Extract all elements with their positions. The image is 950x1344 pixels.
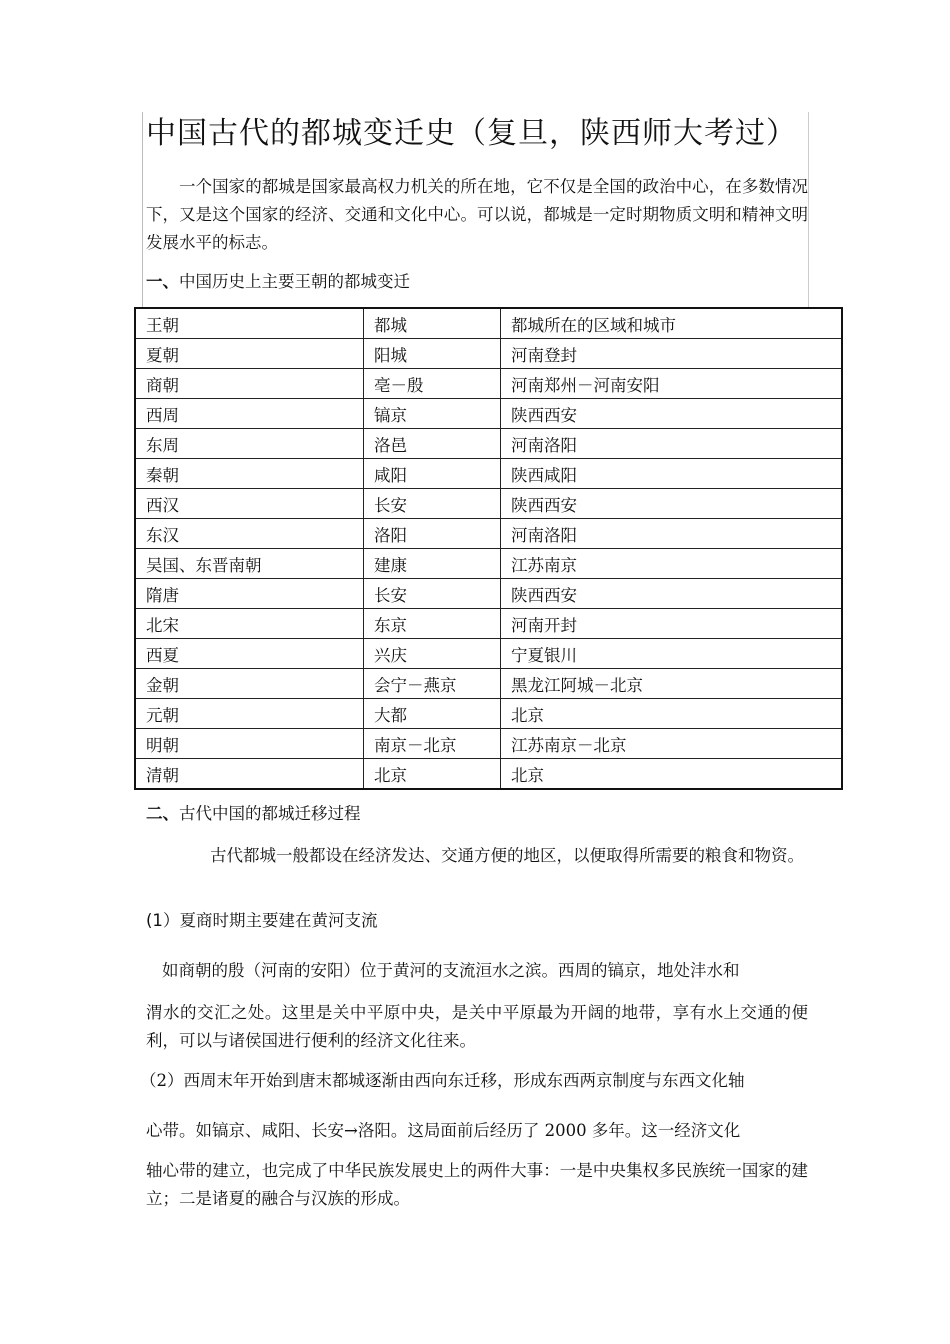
cell-capital: 东京	[364, 609, 501, 639]
cell-dynasty: 西周	[135, 399, 364, 429]
table-row	[135, 549, 842, 579]
cell-dynasty: 东汉	[135, 519, 364, 549]
paragraph-capital-location: 古代都城一般都设在经济发达、交通方便的地区，以便取得所需要的粮食和物资。	[210, 846, 804, 865]
cell-dynasty: 元朝	[135, 699, 364, 729]
cell-capital: 南京－北京	[364, 729, 501, 759]
table-row	[135, 459, 842, 489]
section-1-number: 一、	[146, 272, 179, 291]
cell-region: 河南洛阳	[501, 519, 843, 549]
cell-dynasty: 夏朝	[135, 339, 364, 369]
cell-dynasty: 吴国、东晋南朝	[135, 549, 364, 579]
cell-region: 陕西西安	[501, 579, 843, 609]
table-row	[135, 729, 842, 759]
table-row	[135, 699, 842, 729]
table-row	[135, 519, 842, 549]
table-row	[135, 489, 842, 519]
section-2-number: 二、	[146, 804, 179, 823]
cell-region: 北京	[501, 759, 843, 790]
cell-capital: 阳城	[364, 339, 501, 369]
header-dynasty: 王朝	[135, 308, 364, 339]
paragraph-shang-line-1: 如商朝的殷（河南的安阳）位于黄河的支流洹水之滨。西周的镐京，地处沣水和	[162, 961, 740, 980]
table-row	[135, 639, 842, 669]
cell-capital: 北京	[364, 759, 501, 790]
section-2-heading	[146, 800, 361, 824]
cell-dynasty: 商朝	[135, 369, 364, 399]
point-1-text: ）夏商时期主要建在黄河支流	[162, 911, 378, 930]
cell-region: 黑龙江阿城－北京	[501, 669, 843, 699]
table-row	[135, 429, 842, 459]
section-1-title: 中国历史上主要王朝的都城变迁	[179, 272, 410, 291]
point-2-rest: 轴心带的建立，也完成了中华民族发展史上的两件大事：一是中央集权多民族统一国家的建立；二是诸夏的融合与汉族的形成。	[146, 1161, 808, 1208]
point-2-line-1: （2）西周末年开始到唐末都城逐渐由西向东迁移，形成东西两京制度与东西文化轴	[140, 1071, 745, 1090]
cell-region: 河南登封	[501, 339, 843, 369]
point-1-heading	[146, 907, 808, 931]
cell-region: 陕西西安	[501, 399, 843, 429]
cell-region: 河南开封	[501, 609, 843, 639]
header-region: 都城所在的区域和城市	[501, 308, 843, 339]
cell-capital: 咸阳	[364, 459, 501, 489]
point-1-number: (1	[146, 911, 163, 930]
section-1-heading	[146, 268, 410, 292]
cell-dynasty: 秦朝	[135, 459, 364, 489]
cell-region: 江苏南京－北京	[501, 729, 843, 759]
table-row	[135, 579, 842, 609]
margin-line-left	[142, 112, 143, 308]
capitals-table	[134, 307, 843, 790]
cell-region: 陕西咸阳	[501, 459, 843, 489]
header-capital: 都城	[364, 308, 501, 339]
table-row	[135, 609, 842, 639]
table-header-row	[135, 308, 842, 339]
cell-dynasty: 金朝	[135, 669, 364, 699]
table-row	[135, 399, 842, 429]
cell-dynasty: 隋唐	[135, 579, 364, 609]
cell-dynasty: 北宋	[135, 609, 364, 639]
cell-capital: 建康	[364, 549, 501, 579]
margin-line-right	[808, 112, 809, 308]
cell-dynasty: 西汉	[135, 489, 364, 519]
cell-region: 河南郑州－河南安阳	[501, 369, 843, 399]
paragraph-shang-rest: 渭水的交汇之处。这里是关中平原中央，是关中平原最为开阔的地带，享有水上交通的便利，可以与诸侯国进行便利的经济文化往来。	[146, 1003, 808, 1050]
page-title: 中国古代的都城变迁史（复旦，陕西师大考过）	[146, 116, 797, 151]
cell-capital: 亳－殷	[364, 369, 501, 399]
table-row	[135, 669, 842, 699]
cell-region: 陕西西安	[501, 489, 843, 519]
cell-capital: 洛阳	[364, 519, 501, 549]
cell-dynasty: 西夏	[135, 639, 364, 669]
table-row	[135, 339, 842, 369]
table-row	[135, 759, 842, 790]
cell-capital: 镐京	[364, 399, 501, 429]
point-2-line-2: 心带。如镐京、咸阳、长安→洛阳。这局面前后经历了 2000 多年。这一经济文化	[146, 1121, 741, 1140]
cell-region: 河南洛阳	[501, 429, 843, 459]
cell-capital: 长安	[364, 489, 501, 519]
cell-capital: 长安	[364, 579, 501, 609]
table-row	[135, 369, 842, 399]
cell-dynasty: 明朝	[135, 729, 364, 759]
cell-dynasty: 东周	[135, 429, 364, 459]
cell-capital: 洛邑	[364, 429, 501, 459]
cell-capital: 大都	[364, 699, 501, 729]
intro-paragraph: 一个国家的都城是国家最高权力机关的所在地，它不仅是全国的政治中心，在多数情况下，又是这个国家的经济、交通和文化中心。可以说，都城是一定时期物质文明和精神文明发展水平的标志。	[146, 177, 808, 252]
section-2-title: 古代中国的都城迁移过程	[179, 804, 361, 823]
cell-region: 江苏南京	[501, 549, 843, 579]
cell-capital: 会宁－燕京	[364, 669, 501, 699]
cell-dynasty: 清朝	[135, 759, 364, 790]
cell-region: 北京	[501, 699, 843, 729]
cell-region: 宁夏银川	[501, 639, 843, 669]
cell-capital: 兴庆	[364, 639, 501, 669]
